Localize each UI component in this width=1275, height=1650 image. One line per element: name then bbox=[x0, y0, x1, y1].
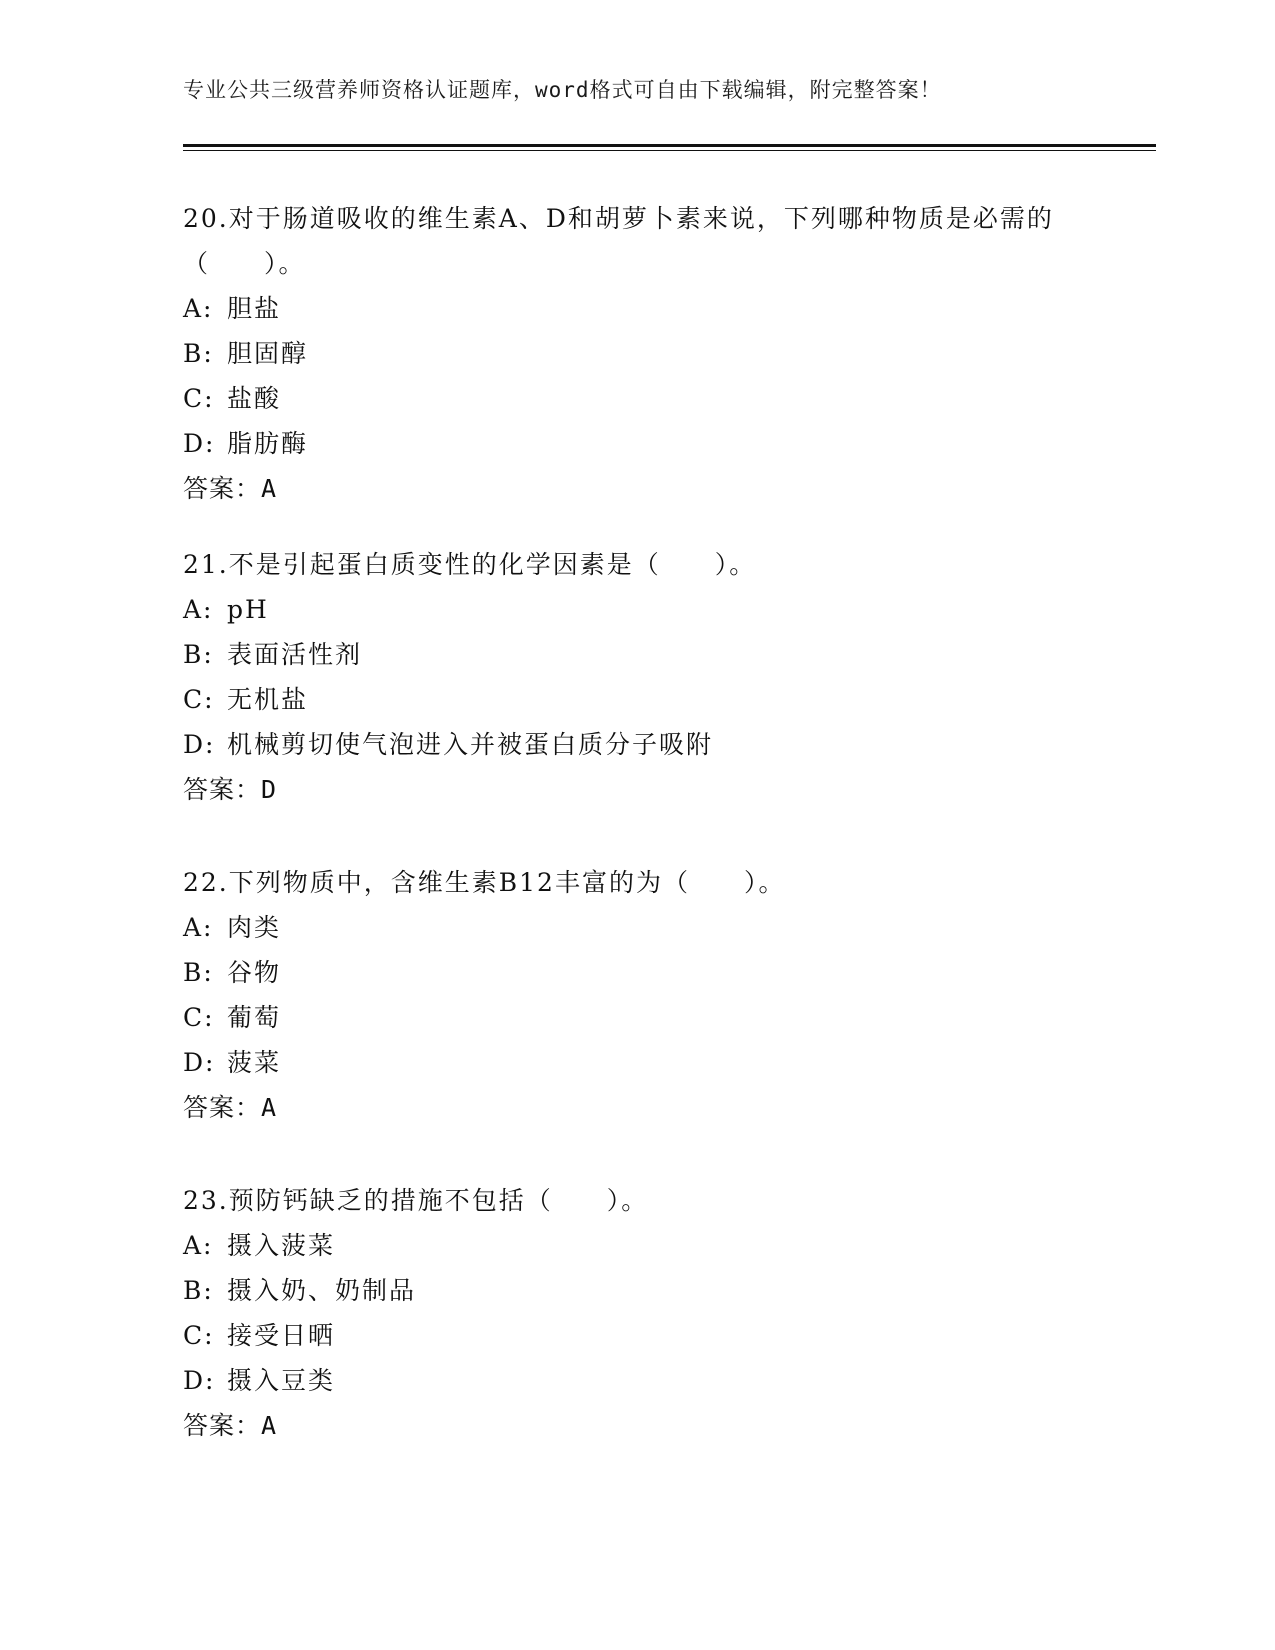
question-22 bbox=[183, 860, 1063, 1130]
option-text: 无机盐 bbox=[227, 685, 309, 714]
option-text: 胆固醇 bbox=[227, 339, 309, 368]
option-text: 机械剪切使气泡进入并被蛋白质分子吸附 bbox=[227, 730, 714, 759]
option-d bbox=[183, 722, 1063, 767]
option-letter: A: bbox=[183, 1231, 214, 1260]
option-letter: D: bbox=[183, 1366, 216, 1395]
question-stem: 20.对于肠道吸收的维生素A、D和胡萝卜素来说，下列哪种物质是必需的（ ）。 bbox=[183, 204, 1054, 278]
option-letter: D: bbox=[183, 1048, 216, 1077]
option-b bbox=[183, 1268, 1063, 1313]
option-letter: B: bbox=[183, 1276, 214, 1305]
option-d bbox=[183, 1358, 1063, 1403]
option-letter: A: bbox=[183, 913, 214, 942]
option-c bbox=[183, 677, 1063, 722]
answer-line: 答案：A bbox=[183, 474, 278, 503]
option-letter: C: bbox=[183, 1321, 215, 1350]
document-header: 专业公共三级营养师资格认证题库，word格式可自由下载编辑，附完整答案！ bbox=[183, 78, 942, 102]
option-letter: B: bbox=[183, 958, 214, 987]
option-letter: B: bbox=[183, 339, 214, 368]
option-c bbox=[183, 1313, 1063, 1358]
option-b bbox=[183, 331, 1063, 376]
option-text: 接受日晒 bbox=[227, 1321, 336, 1350]
option-letter: C: bbox=[183, 1003, 215, 1032]
option-d bbox=[183, 1040, 1063, 1085]
option-text: 摄入奶、奶制品 bbox=[227, 1276, 417, 1305]
option-text: 盐酸 bbox=[227, 384, 282, 413]
question-20 bbox=[183, 196, 1063, 511]
option-d bbox=[183, 421, 1063, 466]
option-text: 摄入豆类 bbox=[227, 1366, 336, 1395]
option-text: 菠菜 bbox=[227, 1048, 282, 1077]
header-divider-thin bbox=[183, 150, 1156, 151]
option-c bbox=[183, 376, 1063, 421]
option-text: 摄入菠菜 bbox=[227, 1231, 336, 1260]
option-text: 葡萄 bbox=[227, 1003, 282, 1032]
option-text: 胆盐 bbox=[227, 294, 282, 323]
question-23 bbox=[183, 1178, 1063, 1448]
answer-line: 答案：A bbox=[183, 1093, 278, 1122]
question-stem: 23.预防钙缺乏的措施不包括（ ）。 bbox=[183, 1186, 649, 1215]
option-a bbox=[183, 1223, 1063, 1268]
option-letter: A: bbox=[183, 595, 214, 624]
header-divider-thick bbox=[183, 144, 1156, 147]
option-a bbox=[183, 587, 1063, 632]
option-text: pH bbox=[227, 595, 269, 624]
option-b bbox=[183, 632, 1063, 677]
option-b bbox=[183, 950, 1063, 995]
option-a bbox=[183, 286, 1063, 331]
question-stem: 22.下列物质中，含维生素B12丰富的为（ ）。 bbox=[183, 868, 786, 897]
question-stem: 21.不是引起蛋白质变性的化学因素是（ ）。 bbox=[183, 550, 757, 579]
option-text: 肉类 bbox=[227, 913, 282, 942]
option-letter: B: bbox=[183, 640, 214, 669]
option-text: 脂肪酶 bbox=[227, 429, 309, 458]
option-letter: A: bbox=[183, 294, 214, 323]
option-text: 谷物 bbox=[227, 958, 282, 987]
option-letter: C: bbox=[183, 685, 215, 714]
answer-line: 答案：A bbox=[183, 1411, 278, 1440]
question-21 bbox=[183, 542, 1063, 812]
option-letter: C: bbox=[183, 384, 215, 413]
option-letter: D: bbox=[183, 730, 216, 759]
option-a bbox=[183, 905, 1063, 950]
option-letter: D: bbox=[183, 429, 216, 458]
answer-line: 答案：D bbox=[183, 775, 278, 804]
option-c bbox=[183, 995, 1063, 1040]
option-text: 表面活性剂 bbox=[227, 640, 363, 669]
